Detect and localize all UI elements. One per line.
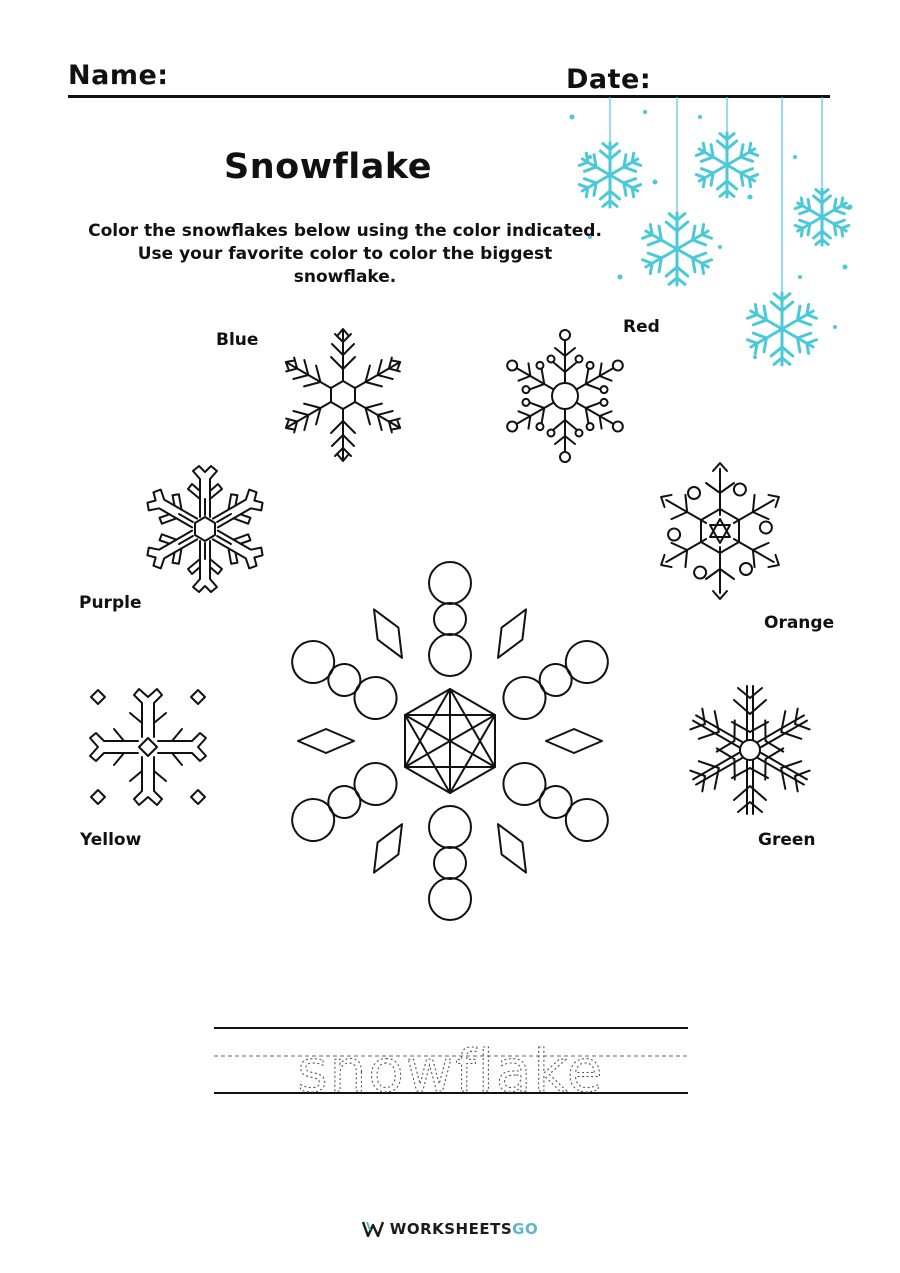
brand-main: WORKSHEETS [389, 1220, 513, 1238]
big-snowflake-diamond [298, 729, 354, 753]
trace-word-area[interactable] [214, 1025, 688, 1097]
big-snowflake-arm [429, 562, 471, 676]
snowflake-center [195, 517, 215, 541]
snowflake-arm [207, 520, 268, 575]
color-label-yellow: Yellow [80, 830, 142, 850]
decor-snowflake [640, 213, 713, 285]
color-label-green: Green [758, 830, 816, 850]
snow-dot [793, 155, 797, 159]
snowflake-arm [188, 466, 222, 517]
snowflake-arm [732, 686, 768, 740]
snowflake-arm [130, 689, 166, 737]
snowflake-arm [688, 463, 734, 515]
snowflake-arm [158, 729, 206, 765]
snowflake-blue[interactable] [275, 327, 411, 463]
snowflake-arm [188, 541, 222, 592]
snow-dot [718, 245, 722, 249]
snowflake-arm [331, 329, 355, 381]
big-snowflake-arm [429, 806, 471, 920]
instruction-line: snowflake. [293, 267, 397, 287]
snowflake-center [740, 740, 760, 760]
worksheetsgo-logo-icon [362, 1221, 384, 1237]
snowflake-arm [207, 483, 268, 538]
snowflake-arm [548, 330, 583, 383]
big-snowflake-diamond [364, 603, 413, 663]
snowflake-arm [130, 757, 166, 805]
snowflake-arm [349, 352, 406, 399]
snowflake-arm [548, 409, 583, 462]
snowflake-biggest[interactable] [270, 550, 630, 932]
big-snowflake-diamond [364, 818, 413, 878]
instructions [40, 220, 650, 289]
snowflake-green[interactable] [680, 680, 820, 820]
snow-dot [848, 205, 853, 210]
snowflake-arm [349, 392, 406, 439]
snowflake-arm [142, 520, 203, 575]
big-snowflake-diamond [488, 818, 537, 878]
big-snowflake-diamond [546, 729, 602, 753]
decor-snowflake [694, 133, 759, 197]
snow-dot [843, 265, 848, 270]
trace-word: snowflake [297, 1037, 605, 1097]
snowflake-arm [732, 760, 768, 814]
snowflake-diamond [91, 790, 105, 804]
snowflake-arm [706, 547, 752, 599]
snowflake-center [331, 381, 355, 409]
instruction-line: Use your favorite color to color the biggest [137, 244, 553, 264]
snowflake-red[interactable] [501, 327, 629, 465]
snowflake-arm [280, 392, 337, 439]
snowflake-orange[interactable] [650, 457, 790, 605]
snowflake-purple[interactable] [128, 462, 282, 596]
color-label-purple: Purple [79, 593, 142, 613]
decor-snowflake [745, 293, 818, 365]
name-label: Name: [68, 60, 169, 91]
snowflake-arm [331, 409, 355, 461]
snowflake-diamond [91, 690, 105, 704]
snow-dot [748, 195, 753, 200]
snow-dot [798, 275, 802, 279]
color-label-orange: Orange [764, 613, 835, 633]
worksheet-title: Snowflake [224, 147, 432, 187]
snowflake-yellow[interactable] [76, 680, 220, 814]
color-label-blue: Blue [216, 330, 259, 350]
instruction-line: Color the snowflakes below using the color indicated. [88, 221, 602, 241]
snowflake-diamond [191, 790, 205, 804]
snow-dot [833, 325, 837, 329]
decor-snowflake [794, 189, 851, 245]
snow-dot [698, 115, 702, 119]
snowflake-center [552, 383, 578, 409]
snow-dot [643, 110, 647, 114]
snow-dot [570, 115, 575, 120]
snowflake-center [139, 738, 157, 756]
snowflake-arm [280, 352, 337, 399]
snowflake-arm [142, 483, 203, 538]
brand-accent: GO [512, 1220, 539, 1238]
snow-dot [753, 355, 757, 359]
snowflake-diamond [191, 690, 205, 704]
big-snowflake-diamond [488, 603, 537, 663]
snowflake-arm [90, 729, 138, 765]
footer-brand [0, 1220, 900, 1238]
date-label: Date: [566, 64, 652, 95]
color-label-red: Red [623, 317, 660, 337]
